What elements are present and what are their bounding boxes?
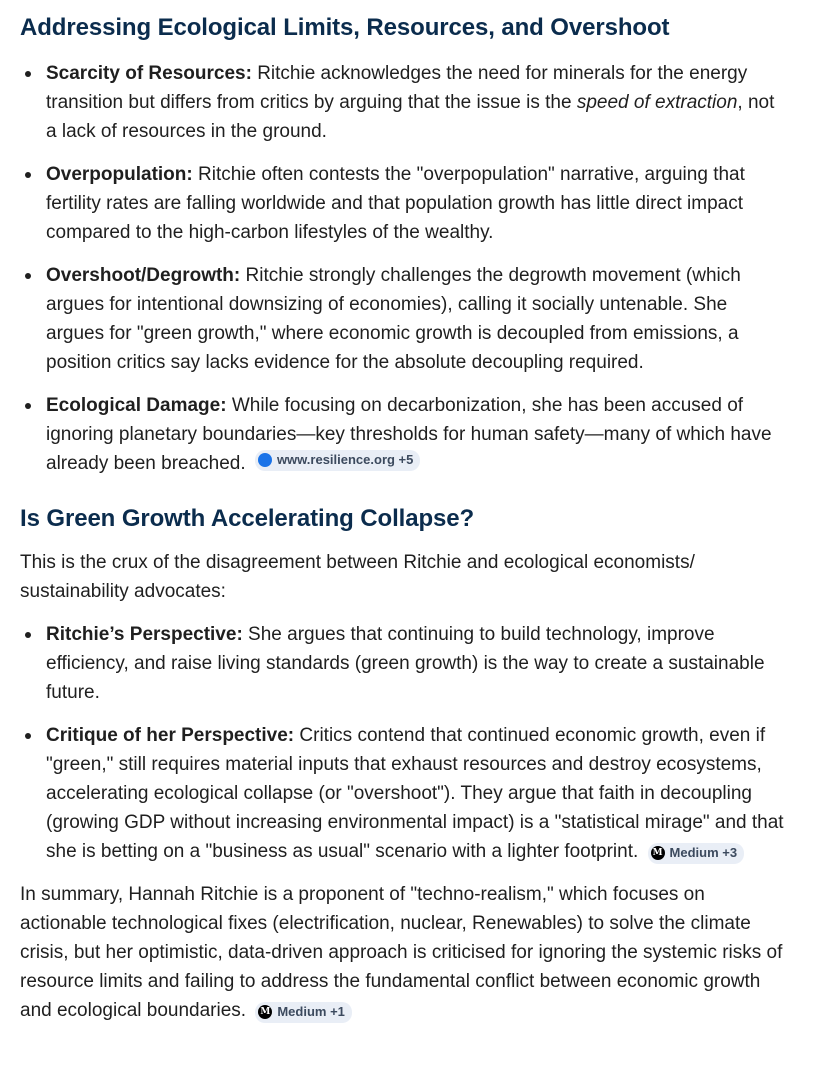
item-lead: Critique of her Perspective:	[46, 725, 295, 746]
list-item	[46, 391, 790, 478]
globe-icon	[258, 453, 272, 467]
list-item	[46, 721, 790, 866]
item-text: Ritchie acknowledges the need for minerals for the energy transition but differs from critics by arguing that the issue is the	[46, 63, 748, 113]
source-chip-label: Medium +1	[277, 1004, 345, 1019]
list-item	[46, 59, 790, 146]
item-text: She argues that continuing to build technology, improve efficiency, and raise living standards (green growth) is the way to create a sustainable future.	[46, 624, 765, 703]
medium-icon: M	[258, 1005, 272, 1019]
source-chip-label: www.resilience.org +5	[276, 452, 414, 467]
item-text: Critics contend that continued economic growth, even if "green," still requires material inputs that exhaust resources and destroy ecosystems, accelerating ecological collapse (or "overshoot"). They argue that faith in decoupling (growing GDP without increasing environmental impact) is a "statistical mirage" and that she is betting on a "business as usual" scenario with a lighter footprint.	[46, 725, 784, 862]
item-lead: Scarcity of Resources:	[46, 63, 252, 84]
item-lead: Ecological Damage:	[46, 395, 227, 416]
item-text: Ritchie often contests the "overpopulation" narrative, arguing that fertility rates are falling worldwide and that population growth has little direct impact compared to the high-carbon lifestyles of the wealthy.	[46, 164, 745, 243]
summary-paragraph	[20, 880, 790, 1025]
medium-icon: M	[651, 846, 665, 860]
item-text: Ritchie strongly challenges the degrowth movement (which argues for intentional downsizing of economies), calling it socially untenable. She argues for "green growth," where economic growth is decoupled from emissions, a position critics say lacks evidence for the absolute decoupling required.	[46, 265, 741, 373]
section-intro: This is the crux of the disagreement between Ritchie and ecological economists/ sustainability advocates:	[20, 552, 695, 602]
item-emphasis: speed of extraction	[576, 92, 738, 113]
list-item	[46, 160, 790, 247]
item-lead: Ritchie’s Perspective:	[46, 624, 243, 645]
item-text: While focusing on decarbonization, she has been accused of ignoring planetary boundaries—key thresholds for human safety—many of which have already been breached.	[46, 395, 772, 474]
summary-text: In summary, Hannah Ritchie is a proponent of "techno-realism," which focuses on actionable technological fixes (electrification, nuclear, Renewables) to solve the climate crisis, but her optimistic, data-driven approach is criticised for ignoring the systemic risks of resource limits and failing to address the fundamental conflict between economic growth and ecological boundaries.	[20, 884, 783, 1021]
bullet-list-green-growth	[20, 620, 790, 866]
bullet-list-ecological-limits	[20, 59, 790, 478]
section-heading-ecological-limits: Addressing Ecological Limits, Resources, and Overshoot	[20, 14, 670, 41]
list-item	[46, 261, 790, 377]
list-item	[46, 620, 790, 707]
item-text: , not a lack of resources in the ground.	[46, 92, 775, 142]
source-chip-label: Medium +3	[669, 845, 738, 860]
source-chip-medium[interactable]	[648, 843, 745, 864]
item-lead: Overpopulation:	[46, 164, 193, 185]
source-chip-medium-summary[interactable]	[255, 1002, 352, 1023]
item-lead: Overshoot/Degrowth:	[46, 265, 241, 286]
section-heading-green-growth: Is Green Growth Accelerating Collapse?	[20, 505, 475, 532]
source-chip-resilience[interactable]	[255, 450, 420, 471]
